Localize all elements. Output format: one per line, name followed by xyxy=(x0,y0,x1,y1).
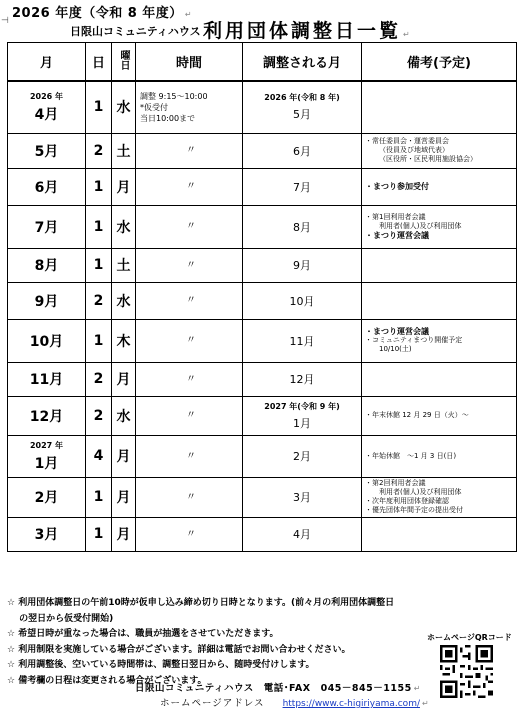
note-line: ・まつり参加受付 xyxy=(365,182,429,191)
note-line: ・優先団体年間予定の提出受付 xyxy=(365,506,463,514)
table-row xyxy=(8,248,517,282)
adjusted-month-cell xyxy=(243,205,362,248)
document-corner-mark: ⊣ xyxy=(1,16,9,26)
adjusted-month-cell xyxy=(243,81,362,133)
qr-label: ホームページQRコード xyxy=(427,633,512,642)
ditto-mark: 〃 xyxy=(186,259,196,271)
header-month: 月 xyxy=(8,43,86,82)
footer-note: ☆ 希望日時が重なった場合は、職員が抽選をさせていただきます。 xyxy=(7,629,279,639)
table-row xyxy=(8,168,517,205)
month-label: 9月 xyxy=(34,293,59,310)
adjusted-month-label: 2月 xyxy=(293,450,311,463)
month-cell xyxy=(8,319,86,362)
year-label: 2026 年 xyxy=(29,91,64,101)
month-label: 5月 xyxy=(34,143,59,160)
adjusted-year-label: 2026 年(令和 8 年) xyxy=(264,93,340,103)
table-row xyxy=(8,282,517,319)
adjusted-month-cell xyxy=(243,362,362,396)
day-cell: 1 xyxy=(86,319,112,362)
time-line: *仮受付 xyxy=(140,102,168,112)
month-cell xyxy=(8,81,86,133)
month-label: 6月 xyxy=(34,179,59,196)
weekday-cell: 土 xyxy=(112,133,136,168)
notes-cell xyxy=(362,319,517,362)
ditto-mark: 〃 xyxy=(186,221,196,232)
homepage-link[interactable]: https://www.c-higiriyama.com/ xyxy=(282,699,420,709)
month-label: 7月 xyxy=(34,219,59,236)
note-line: 利用者(個人)及び利用団体 xyxy=(379,488,462,496)
ditto-mark: 〃 xyxy=(186,373,196,385)
notes-cell xyxy=(362,517,517,551)
day-cell: 4 xyxy=(86,435,112,477)
day-cell: 1 xyxy=(86,477,112,517)
weekday-cell: 木 xyxy=(112,319,136,362)
month-label: 3月 xyxy=(34,527,59,543)
footer-note: ☆ 利用団体調整日の午前10時が仮申し込み締め切り日時となります。(前々月の利用団体調整日 xyxy=(7,598,395,608)
note-line: ・まつり運営会議 xyxy=(365,231,429,240)
adjusted-month-label: 7月 xyxy=(293,180,311,194)
ditto-mark: 〃 xyxy=(186,410,196,421)
notes-cell xyxy=(362,168,517,205)
adjusted-month-cell xyxy=(243,168,362,205)
table-row xyxy=(8,362,517,396)
weekday-cell: 水 xyxy=(112,396,136,435)
month-cell xyxy=(8,435,86,477)
adjusted-month-cell xyxy=(243,477,362,517)
time-cell xyxy=(136,282,243,319)
day-cell: 1 xyxy=(86,517,112,551)
note-line: ・第1回利用者会議 xyxy=(365,213,426,221)
table-header-row xyxy=(8,43,517,82)
month-label: 1月 xyxy=(34,455,59,472)
month-cell xyxy=(8,168,86,205)
day-cell: 2 xyxy=(86,396,112,435)
header-time: 時間 xyxy=(136,43,243,82)
month-cell xyxy=(8,133,86,168)
day-cell: 1 xyxy=(86,81,112,133)
month-cell xyxy=(8,282,86,319)
month-label: 11月 xyxy=(29,372,64,388)
table-row xyxy=(8,477,517,517)
year-label: 2027 年 xyxy=(29,440,64,450)
contact-info: 日限山コミュニティハウス 電話･FAX 045－845－1155 ↵ xyxy=(135,683,421,694)
ditto-mark: 〃 xyxy=(186,491,196,503)
footer-note: ☆ 利用調整後、空いている時間帯は、調整日翌日から、随時受付けします。 xyxy=(7,660,315,670)
month-label: 12月 xyxy=(29,408,64,425)
adjusted-month-label: 1月 xyxy=(293,416,311,430)
time-cell xyxy=(136,435,243,477)
table-row xyxy=(8,205,517,248)
footer-note: ☆ 備考欄の日程は変更される場合がございます。 xyxy=(7,675,207,686)
note-line: （区役所・区民利用施設協会） xyxy=(379,155,477,163)
header-notes: 備考(予定) xyxy=(362,43,517,82)
time-cell xyxy=(136,133,243,168)
note-line: ・次年度利用団体登録確認 xyxy=(365,497,449,505)
notes-cell xyxy=(362,205,517,248)
weekday-cell: 月 xyxy=(112,362,136,396)
time-cell xyxy=(136,477,243,517)
month-cell xyxy=(8,362,86,396)
note-line: ・第2回利用者会議 xyxy=(365,479,426,487)
ditto-mark: 〃 xyxy=(186,295,196,306)
month-cell xyxy=(8,205,86,248)
day-cell: 2 xyxy=(86,133,112,168)
adjusted-month-cell xyxy=(243,248,362,282)
notes-cell xyxy=(362,248,517,282)
ditto-mark: 〃 xyxy=(186,450,196,462)
ditto-mark: 〃 xyxy=(186,145,196,156)
notes-cell xyxy=(362,477,517,517)
month-cell xyxy=(8,477,86,517)
page-title: 利用団体調整日一覧 ↵ xyxy=(203,20,413,42)
adjusted-month-label: 5月 xyxy=(293,108,311,122)
table-row xyxy=(8,396,517,435)
time-cell xyxy=(136,362,243,396)
time-cell xyxy=(136,205,243,248)
note-line: ・年末休館 12 月 29 日（火）～ xyxy=(365,411,469,419)
adjusted-month-cell xyxy=(243,517,362,551)
year-title: 2026 年度（令和 8 年度） ↵ xyxy=(12,6,193,21)
adjusted-month-cell xyxy=(243,282,362,319)
schedule-table xyxy=(7,42,517,552)
adjusted-month-label: 11月 xyxy=(289,334,315,348)
day-cell: 2 xyxy=(86,282,112,319)
month-label: 10月 xyxy=(29,333,64,350)
notes-cell xyxy=(362,362,517,396)
adjusted-month-label: 9月 xyxy=(293,259,311,272)
month-cell xyxy=(8,517,86,551)
weekday-cell: 月 xyxy=(112,477,136,517)
note-line: ・年始休館 ～1 月 3 日(日) xyxy=(365,451,457,460)
notes-cell xyxy=(362,81,517,133)
homepage-line: ホームページアドレス https://www.c-higiriyama.com/ ↵ xyxy=(160,698,430,709)
weekday-cell: 月 xyxy=(112,435,136,477)
time-cell xyxy=(136,168,243,205)
table-row xyxy=(8,319,517,362)
notes-cell xyxy=(362,133,517,168)
header-adjusted-month: 調整される月 xyxy=(243,43,362,82)
ditto-mark: 〃 xyxy=(186,335,196,346)
ditto-mark: 〃 xyxy=(186,528,196,540)
ditto-mark: 〃 xyxy=(186,181,196,192)
header-day: 日 xyxy=(86,43,112,82)
notes-cell xyxy=(362,396,517,435)
adjusted-year-label: 2027 年(令和 9 年) xyxy=(264,401,340,411)
adjusted-month-cell xyxy=(243,133,362,168)
weekday-cell: 月 xyxy=(112,168,136,205)
adjusted-month-label: 3月 xyxy=(293,491,311,504)
weekday-cell: 月 xyxy=(112,517,136,551)
month-label: 2月 xyxy=(34,490,59,506)
note-line: 利用者(個人)及び利用団体 xyxy=(379,222,462,230)
adjusted-month-label: 8月 xyxy=(293,220,311,234)
weekday-cell: 水 xyxy=(112,282,136,319)
notes-cell xyxy=(362,282,517,319)
weekday-cell: 土 xyxy=(112,248,136,282)
time-cell xyxy=(136,517,243,551)
month-cell xyxy=(8,248,86,282)
table-row xyxy=(8,517,517,551)
weekday-cell: 水 xyxy=(112,205,136,248)
day-cell: 2 xyxy=(86,362,112,396)
adjusted-month-cell xyxy=(243,319,362,362)
month-label: 4月 xyxy=(34,106,59,123)
time-cell xyxy=(136,319,243,362)
day-cell: 1 xyxy=(86,205,112,248)
table-row xyxy=(8,435,517,477)
note-line: 10/10(土) xyxy=(379,345,412,353)
time-line: 当日10:00まで xyxy=(140,113,196,123)
footer-note: ☆ 利用制限を実施している場合がございます。詳細は電話でお問い合わせください。 xyxy=(7,644,351,655)
month-label: 8月 xyxy=(34,258,59,274)
time-line: 調整 9:15～10:00 xyxy=(140,91,208,101)
adjusted-month-label: 10月 xyxy=(289,294,315,308)
note-line: ・まつり運営会議 xyxy=(365,327,429,336)
day-cell: 1 xyxy=(86,168,112,205)
header-weekday: 曜日 xyxy=(112,43,136,82)
adjusted-month-label: 4月 xyxy=(293,528,311,541)
weekday-cell: 水 xyxy=(112,81,136,133)
adjusted-month-label: 12月 xyxy=(289,373,315,386)
footer-note: の翌日から仮受付開始) xyxy=(7,613,114,624)
month-cell xyxy=(8,396,86,435)
qr-code-icon[interactable] xyxy=(440,645,493,698)
time-cell xyxy=(136,396,243,435)
day-cell: 1 xyxy=(86,248,112,282)
facility-name: 日限山コミュニティハウス xyxy=(70,25,201,38)
table-row xyxy=(8,133,517,168)
adjusted-month-cell xyxy=(243,435,362,477)
homepage-label: ホームページアドレス xyxy=(160,698,265,709)
note-line: ・コミュニティまつり開催予定 xyxy=(365,336,463,344)
table-row xyxy=(8,81,517,133)
time-cell xyxy=(136,81,243,133)
adjusted-month-label: 6月 xyxy=(293,144,311,158)
time-cell xyxy=(136,248,243,282)
adjusted-month-cell xyxy=(243,396,362,435)
note-line: ・常任委員会・運営委員会 xyxy=(365,137,449,145)
notes-cell xyxy=(362,435,517,477)
note-line: （役員及び地域代表） xyxy=(379,146,449,154)
